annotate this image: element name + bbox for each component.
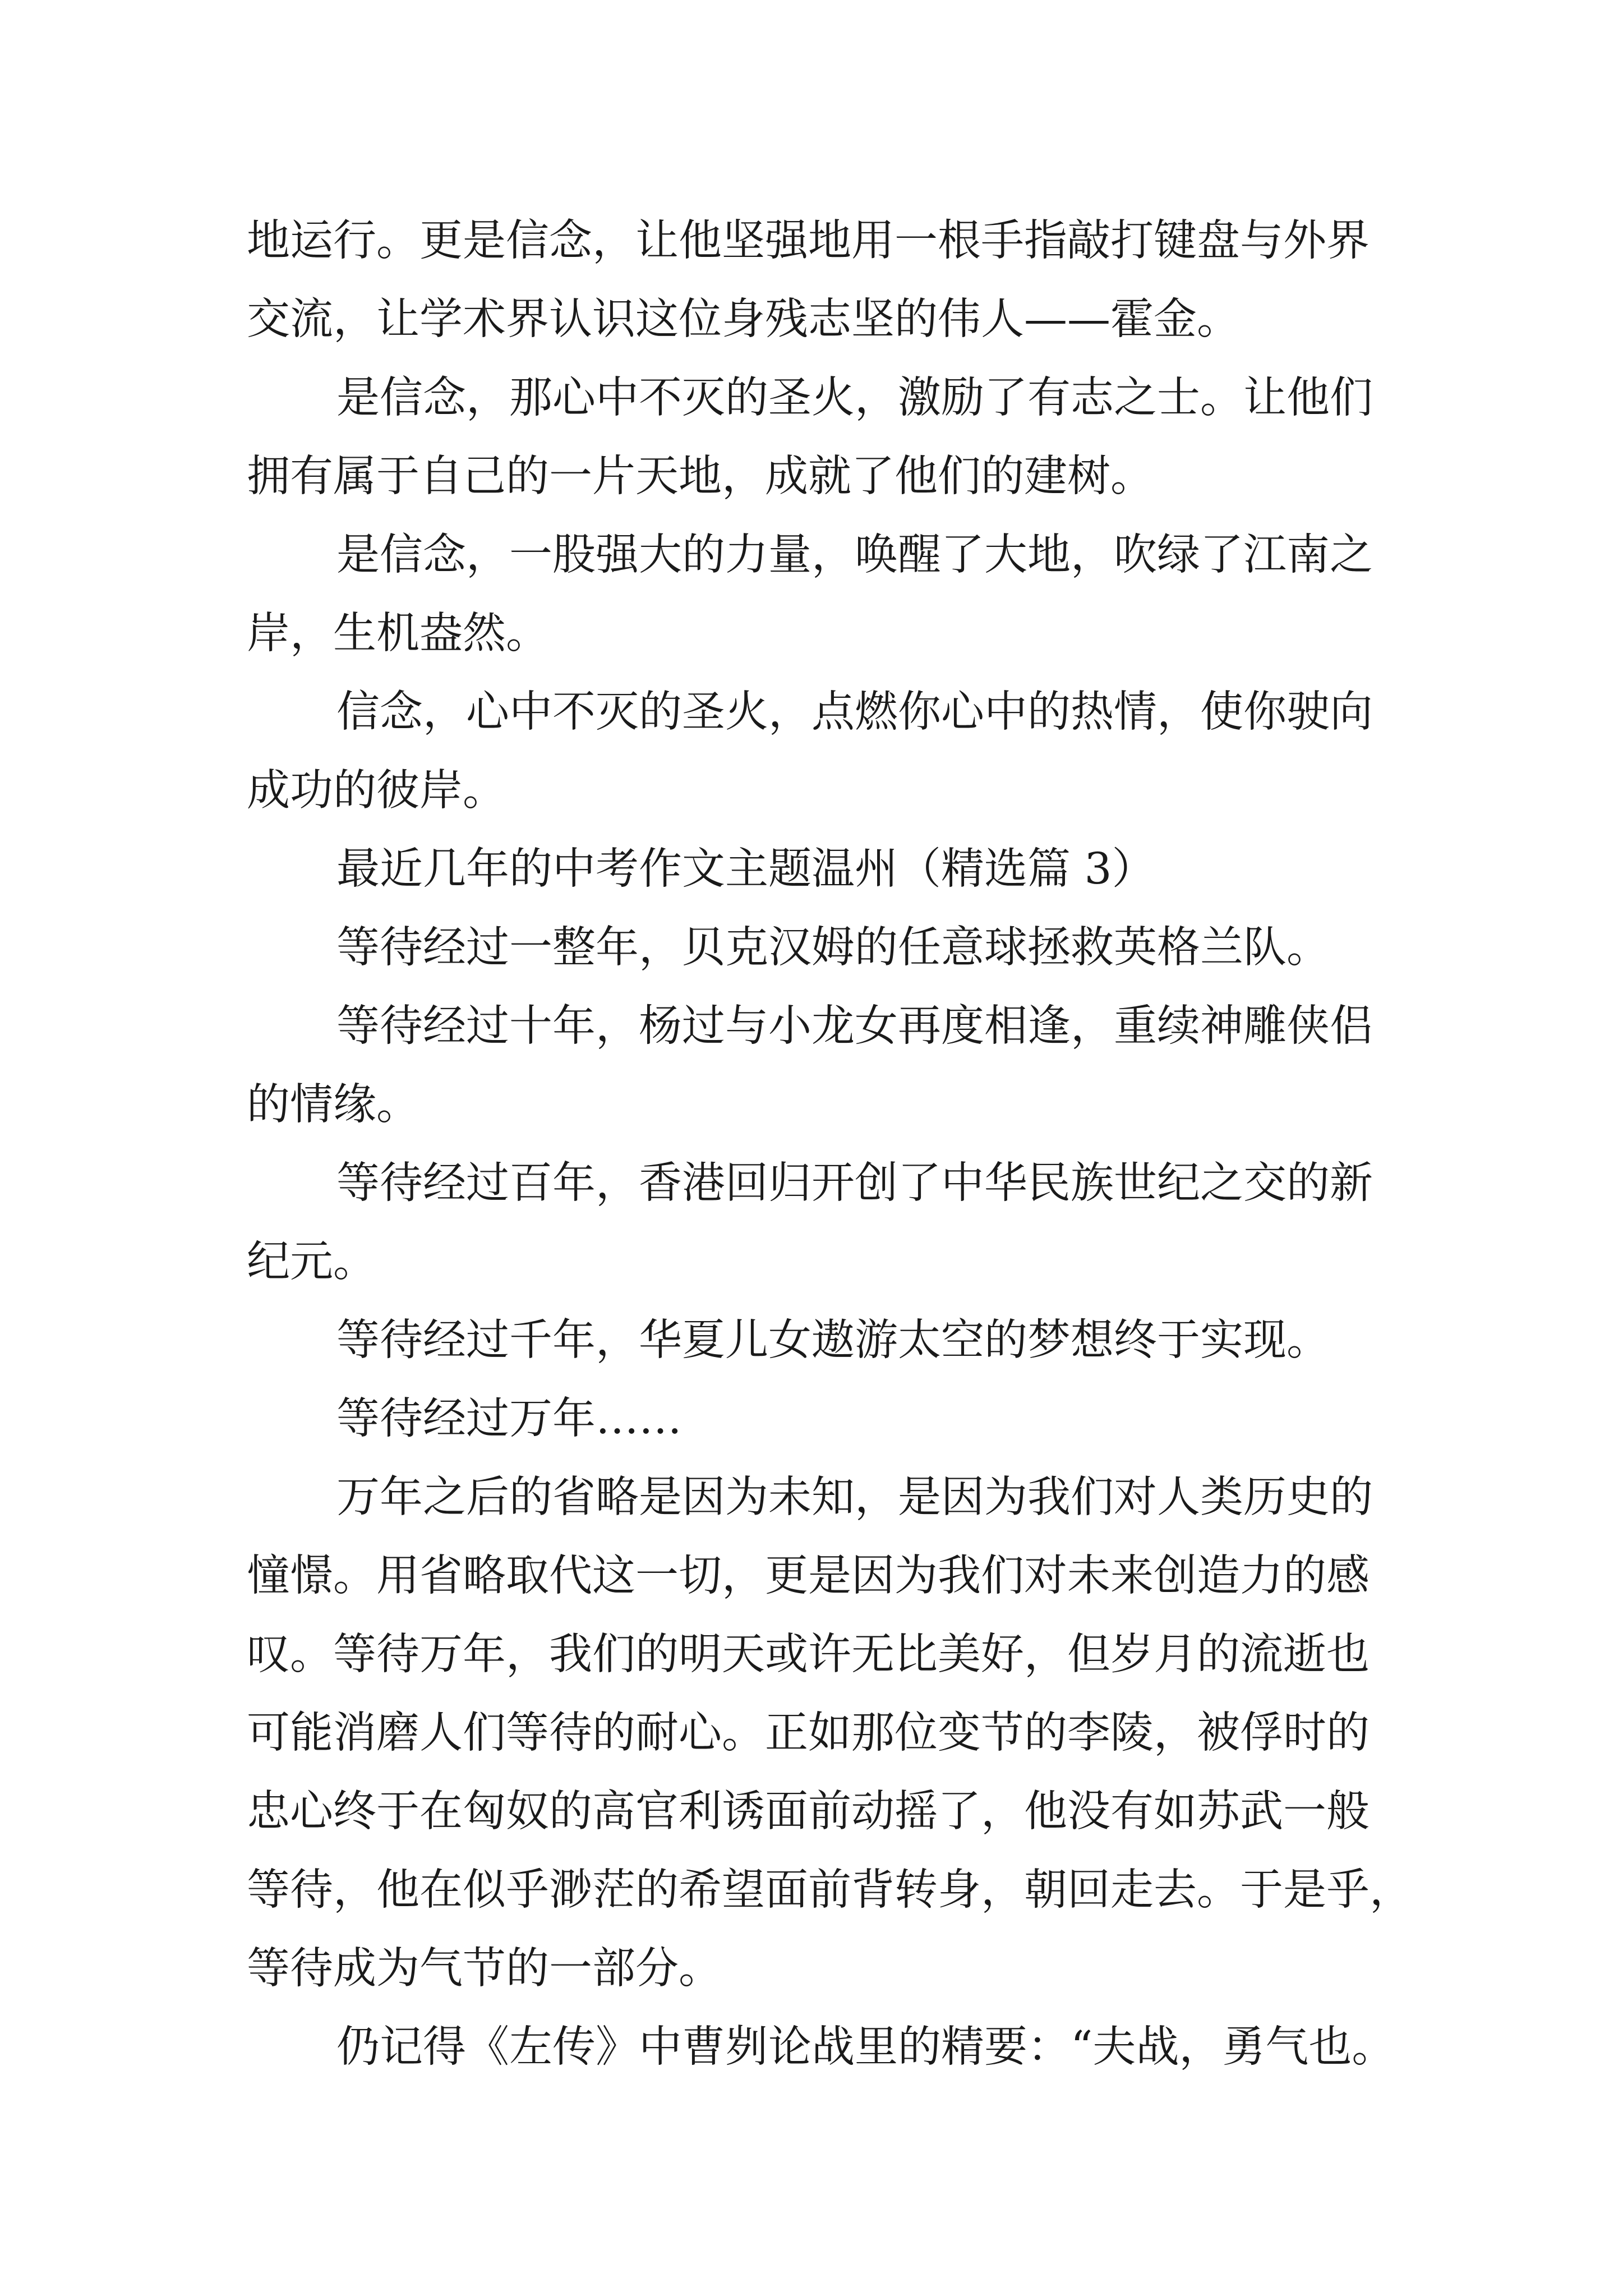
text-line: 纪元。 — [247, 1237, 376, 1287]
text-line: 忠心终于在匈奴的高官利诱面前动摇了，他没有如苏武一般 — [247, 1787, 1370, 1837]
paragraph-start: 是信念，一股强大的力量，唤醒了大地，吹绿了江南之 — [336, 530, 1373, 580]
text-line: 岸，生机盎然。 — [247, 609, 549, 659]
paragraph-start: 万年之后的省略是因为未知，是因为我们对人类历史的 — [336, 1473, 1373, 1522]
paragraph-start: 等待经过十年，杨过与小龙女再度相逢，重续神雕侠侣 — [336, 1001, 1373, 1051]
text-line: 的情缘。 — [247, 1080, 419, 1130]
paragraph-start: 等待经过百年，香港回归开创了中华民族世纪之交的新 — [336, 1158, 1373, 1208]
text-line: 可能消磨人们等待的耐心。正如那位变节的李陵，被俘时的 — [247, 1708, 1370, 1758]
section-heading: 最近几年的中考作文主题温州（精选篇 3） — [336, 844, 1155, 894]
text-line: 憧憬。用省略取代这一切，更是因为我们对未来创造力的感 — [247, 1551, 1370, 1601]
text-line: 交流，让学术界认识这位身残志坚的伟人——霍金。 — [247, 295, 1240, 344]
text-line: 拥有属于自己的一片天地，成就了他们的建树。 — [247, 452, 1154, 501]
text-line: 地运行。更是信念，让他坚强地用一根手指敲打键盘与外界 — [247, 216, 1370, 266]
paragraph-start: 等待经过千年，华夏儿女遨游太空的梦想终于实现。 — [336, 1315, 1330, 1365]
text-line: 叹。等待万年，我们的明天或许无比美好，但岁月的流逝也 — [247, 1630, 1370, 1680]
text-line: 成功的彼岸。 — [247, 766, 506, 816]
paragraph-start: 是信念，那心中不灭的圣火，激励了有志之士。让他们 — [336, 373, 1373, 423]
paragraph-start: 等待经过万年…… — [336, 1394, 682, 1444]
paragraph-start: 仍记得《左传》中曹刿论战里的精要：“夫战，勇气也。 — [336, 2022, 1395, 2072]
paragraph-start: 等待经过一整年，贝克汉姆的任意球拯救英格兰队。 — [336, 923, 1330, 973]
text-line: 等待成为气节的一部分。 — [247, 1944, 722, 1994]
text-line: 等待，他在似乎渺茫的希望面前背转身，朝回走去。于是乎， — [247, 1865, 1413, 1915]
paragraph-start: 信念，心中不灭的圣火，点燃你心中的热情，使你驶向 — [336, 687, 1373, 737]
